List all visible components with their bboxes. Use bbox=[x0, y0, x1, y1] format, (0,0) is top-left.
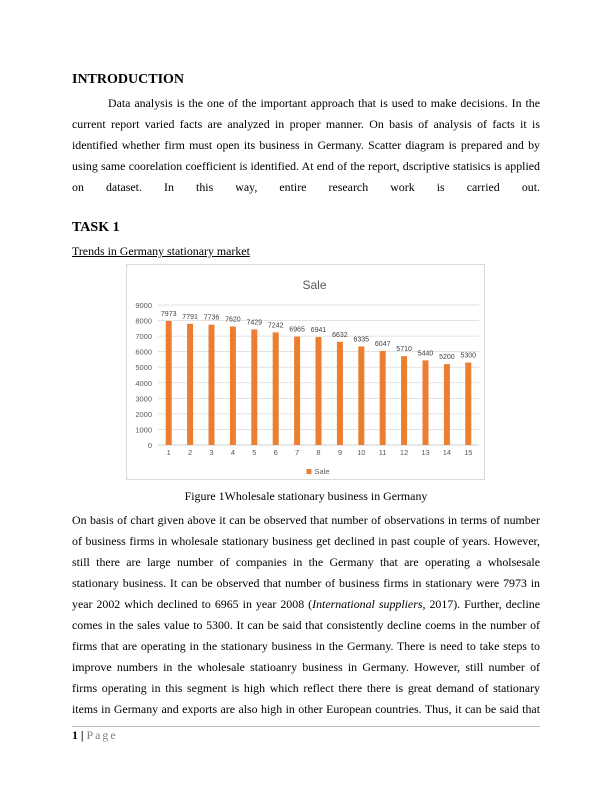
data-label: 5710 bbox=[396, 346, 412, 354]
data-label: 7242 bbox=[267, 322, 284, 330]
x-tick-label: 10 bbox=[357, 448, 366, 457]
data-label: 5300 bbox=[460, 352, 477, 360]
data-label: 6632 bbox=[332, 331, 348, 339]
data-label: 7620 bbox=[225, 316, 241, 324]
bar bbox=[358, 346, 364, 445]
bar bbox=[209, 325, 215, 445]
figure-caption: Figure 1Wholesale stationary business in Germany bbox=[184, 489, 428, 503]
y-tick-label: 0 bbox=[147, 441, 152, 450]
bar bbox=[316, 337, 322, 445]
bar bbox=[294, 337, 300, 445]
body-text-after: , 2017). Further, decline comes in the sales value to 5300. It can be said that consistently decline coems in the number of firms that are operating in the stationary business in the Germany. There is need to take steps to improve numbers in the wholesale statioanry business in Germany. However, still number of firms operating in this segment is high which reflect there there is great demand of stationary items in Germany and exports are also high in other European countries. Thus, it can be said that bbox=[72, 597, 541, 716]
x-tick-label: 9 bbox=[337, 448, 342, 457]
data-label: 7429 bbox=[246, 319, 263, 327]
y-tick-label: 9000 bbox=[135, 301, 152, 310]
bar bbox=[423, 360, 429, 445]
bar bbox=[251, 329, 257, 445]
x-tick-label: 8 bbox=[316, 448, 321, 457]
bar bbox=[187, 324, 193, 445]
data-label: 5200 bbox=[439, 354, 455, 362]
x-tick-label: 3 bbox=[209, 448, 214, 457]
x-tick-label: 4 bbox=[230, 448, 235, 457]
intro-heading: INTRODUCTION bbox=[72, 72, 185, 87]
y-tick-label: 7000 bbox=[135, 332, 152, 342]
bar bbox=[337, 342, 343, 445]
bar bbox=[401, 356, 407, 445]
y-tick-label: 8000 bbox=[135, 316, 152, 326]
y-tick-label: 1000 bbox=[135, 425, 152, 435]
bar bbox=[166, 321, 172, 445]
y-tick-label: 6000 bbox=[135, 347, 152, 357]
x-tick-label: 14 bbox=[442, 448, 452, 457]
bar bbox=[230, 326, 236, 445]
x-tick-label: 7 bbox=[295, 448, 300, 457]
sale-chart bbox=[126, 264, 485, 480]
y-tick-label: 5000 bbox=[135, 363, 152, 373]
data-label: 6941 bbox=[310, 327, 327, 335]
data-label: 7791 bbox=[182, 313, 198, 321]
data-label: 5440 bbox=[417, 350, 434, 358]
data-label: 7736 bbox=[203, 314, 220, 322]
data-label: 6047 bbox=[374, 340, 391, 348]
legend-label: Sale bbox=[314, 467, 330, 476]
intro-paragraph-text: Data analysis is the one of the important approach that is used to make decisions. In the current report varied facts are analyzed in proper manner. On basis of analysis of facts it is identified whether firm must open its business in Germany. Scatter diagram is prepared and by using same coorelation coefficient is identified. At end of the report, dscriptive statisics is applied on dataset. In this way, entire research work is carried out. bbox=[72, 96, 540, 194]
x-tick-label: 6 bbox=[273, 448, 278, 457]
footer-rule bbox=[72, 726, 540, 727]
x-tick-label: 2 bbox=[188, 448, 193, 457]
y-tick-label: 4000 bbox=[135, 378, 152, 388]
y-tick-label: 2000 bbox=[135, 409, 152, 419]
sale-chart-svg bbox=[127, 265, 486, 481]
data-label: 6335 bbox=[353, 336, 370, 344]
x-tick-label: 11 bbox=[378, 448, 387, 457]
page-footer bbox=[72, 728, 118, 743]
task1-heading: TASK 1 bbox=[72, 220, 120, 235]
x-tick-label: 13 bbox=[421, 448, 430, 457]
x-tick-label: 5 bbox=[252, 448, 257, 457]
data-label: 7973 bbox=[160, 310, 177, 318]
page-label: Page bbox=[86, 728, 118, 742]
bar bbox=[444, 364, 450, 445]
bar bbox=[380, 351, 386, 445]
bar bbox=[465, 363, 471, 445]
chart-title: Sale bbox=[302, 278, 327, 292]
x-tick-label: 15 bbox=[464, 448, 473, 457]
footer-separator: | bbox=[77, 728, 87, 742]
y-tick-label: 3000 bbox=[135, 394, 152, 404]
citation: International suppliers bbox=[312, 597, 423, 611]
task1-subheading: Trends in Germany stationary market bbox=[72, 244, 250, 258]
x-tick-label: 12 bbox=[399, 448, 409, 457]
page-number: 1 bbox=[72, 728, 78, 742]
x-tick-label: 1 bbox=[166, 448, 171, 457]
legend-swatch bbox=[307, 469, 312, 474]
body-text-before: On basis of chart given above it can be observed that number of observations in terms of number of business firms in wholesale stationary business get declined in past couple of years. However, still there are large number of companies in the Germany that are operating a wholsesale stationary business. It can be observed that number of business firms in stationary were 7973 in year 2002 which declined to 6965 in year 2008 ( bbox=[72, 513, 540, 611]
data-label: 6965 bbox=[289, 326, 305, 334]
body-paragraph bbox=[72, 510, 540, 720]
bar bbox=[273, 332, 279, 445]
intro-paragraph bbox=[72, 93, 540, 198]
